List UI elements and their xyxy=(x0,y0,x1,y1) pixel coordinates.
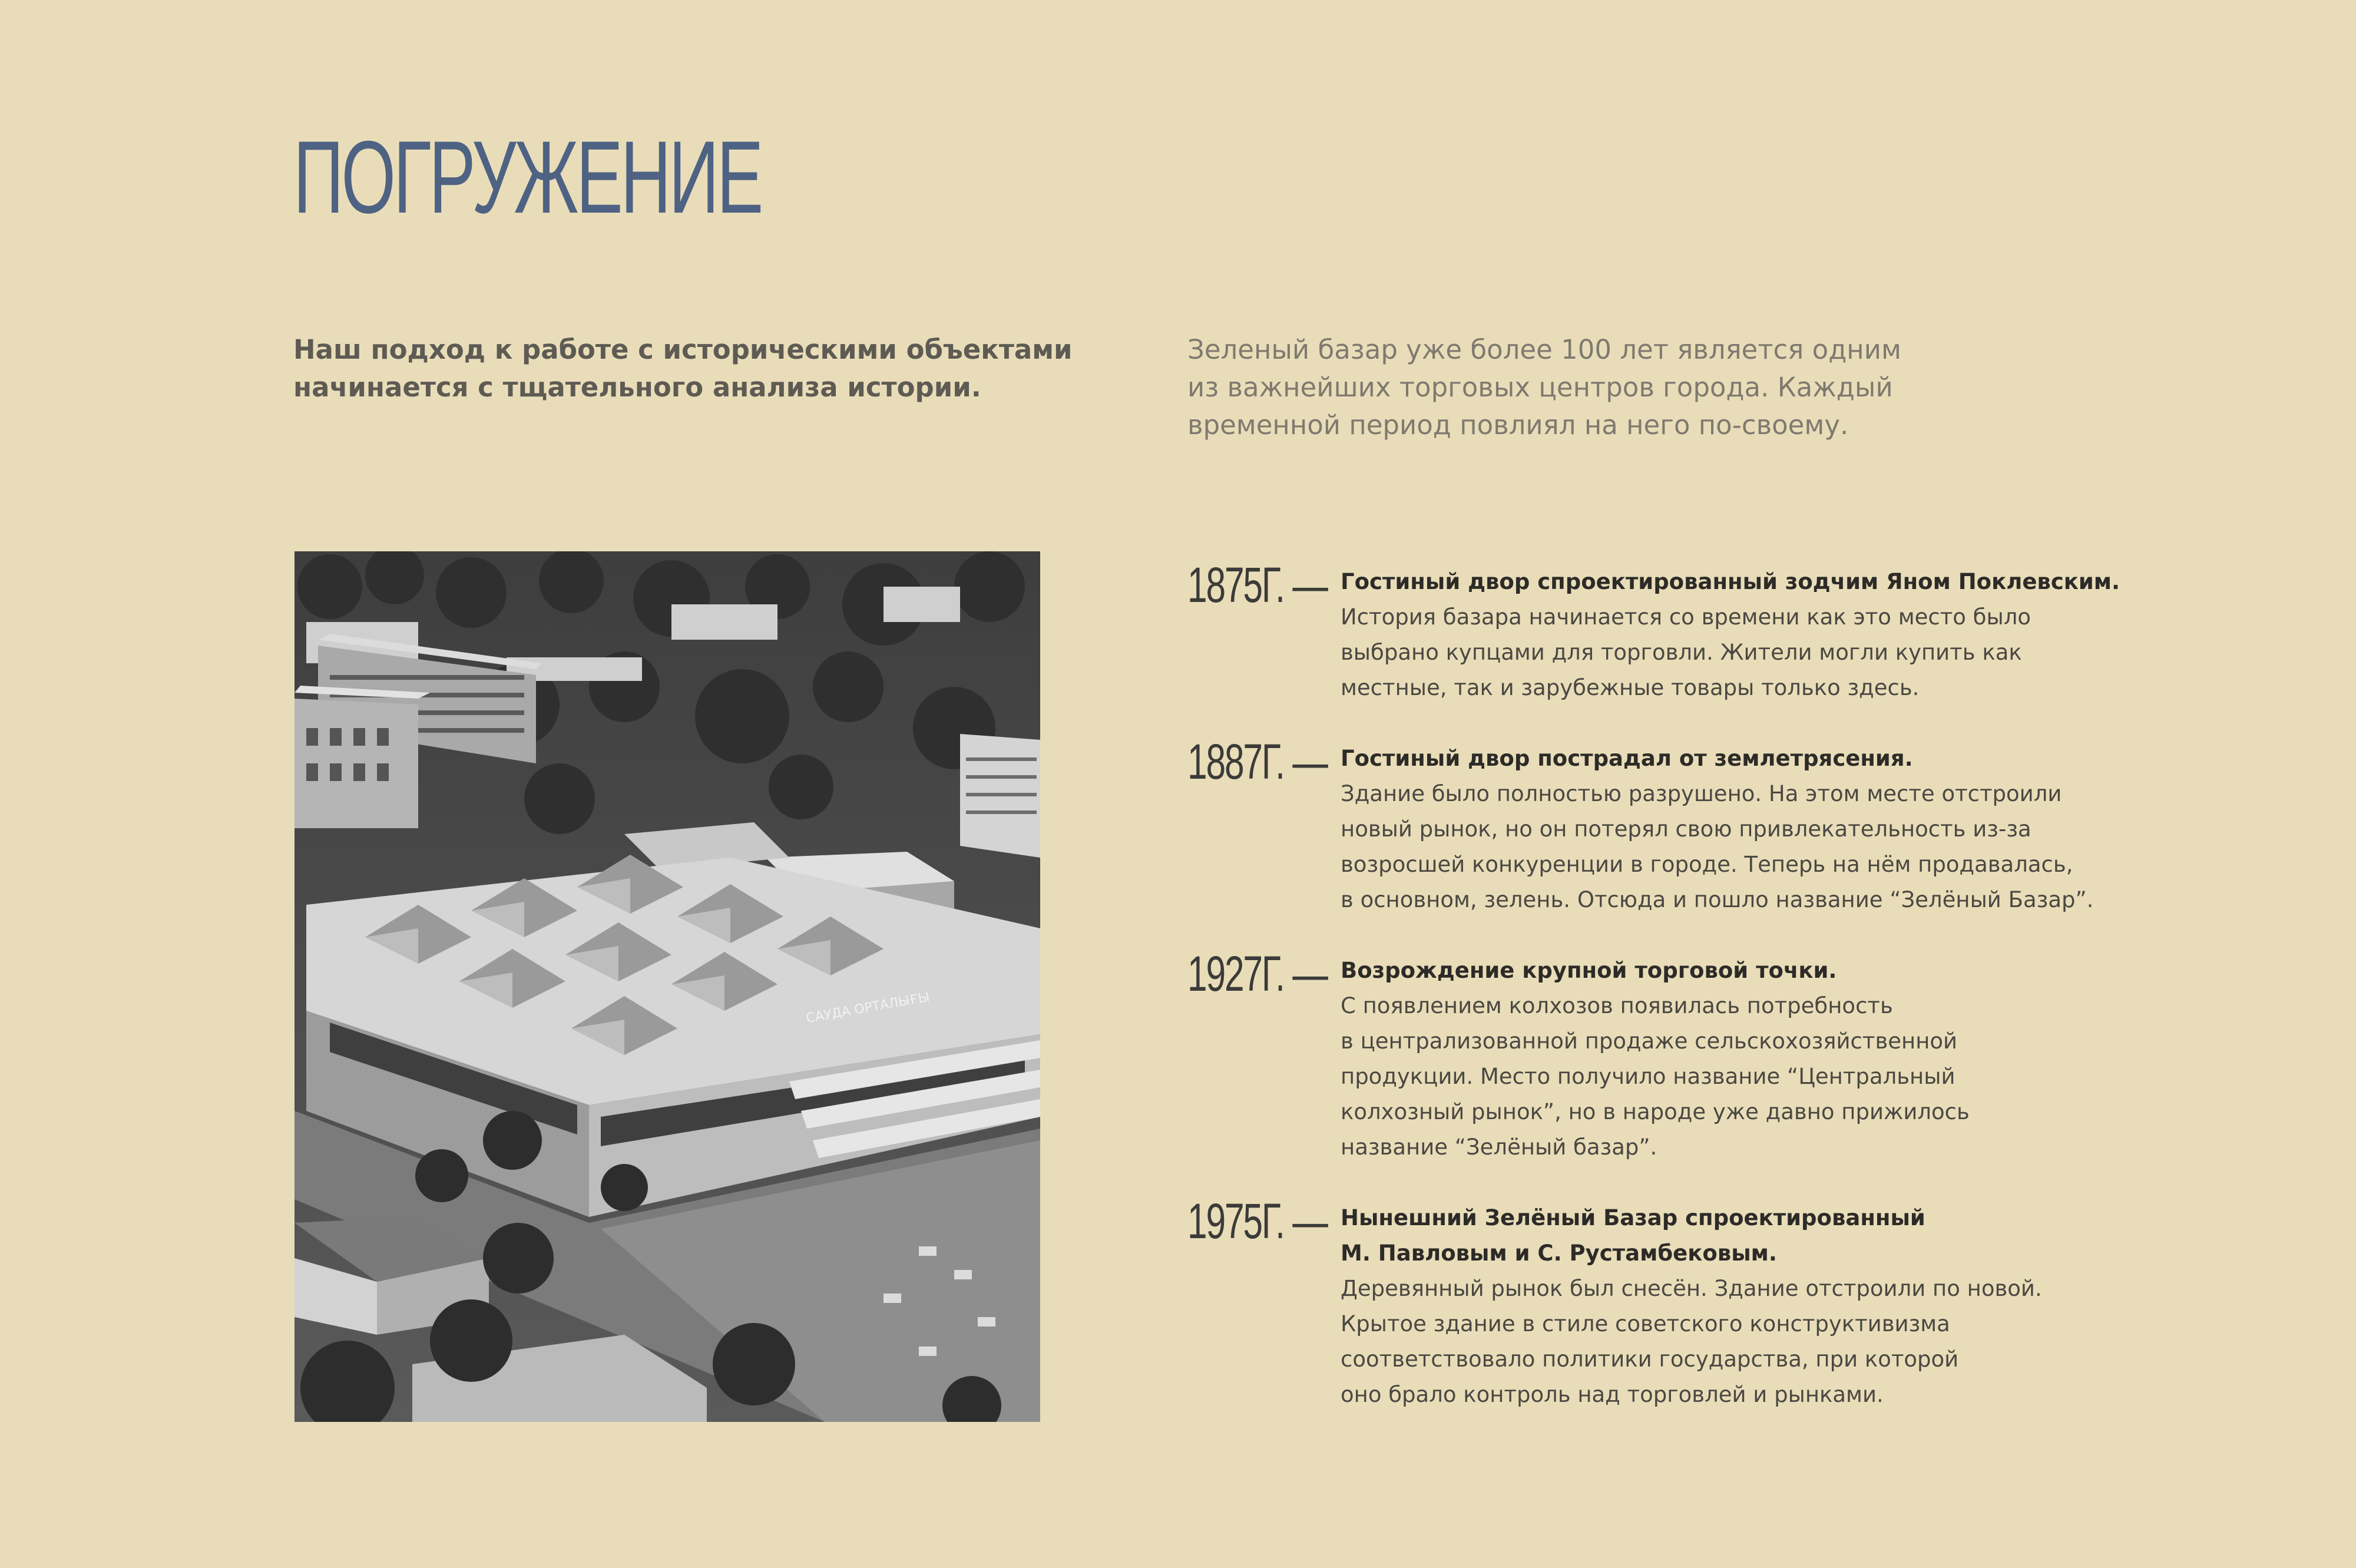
timeline-body-line: соответствовало политики государства, при которой xyxy=(1341,1347,1959,1372)
timeline-body-line: История базара начинается со времени как это место было xyxy=(1341,604,2031,630)
timeline-heading: Гостиный двор пострадал от землетрясения. xyxy=(1341,746,1913,771)
timeline-body-line: название “Зелёный базар”. xyxy=(1341,1134,1657,1160)
page-title: ПОГРУЖЕНИЕ xyxy=(293,120,762,235)
timeline-text xyxy=(1341,953,2124,1165)
timeline-year: 1975Г. — xyxy=(1187,1193,1327,1249)
timeline-body-line: в основном, зелень. Отсюда и пошло название “Зелёный Базар”. xyxy=(1341,887,2094,912)
photo-sign-text: САУДА ОРТАЛЫҒЫ xyxy=(805,990,931,1026)
intro-body-line: временной период повлиял на него по-своему. xyxy=(1187,409,1849,441)
aerial-photo-green-bazaar-icon xyxy=(294,551,1040,1422)
timeline-body-line: новый рынок, но он потерял свою привлекательность из-за xyxy=(1341,816,2031,842)
intro-body-line: из важнейших торговых центров города. Каждый xyxy=(1187,372,1893,403)
timeline-text xyxy=(1341,1200,2124,1412)
intro-lead-line: Наш подход к работе с историческими объектами xyxy=(293,334,1073,365)
timeline-body-line: в централизованной продаже сельскохозяйственной xyxy=(1341,1028,1958,1054)
aerial-photo xyxy=(294,551,1040,1422)
timeline-body-line: Деревянный рынок был снесён. Здание отстроили по новой. xyxy=(1341,1276,2042,1301)
timeline-year: 1875Г. — xyxy=(1187,557,1327,613)
timeline-year: 1927Г. — xyxy=(1187,946,1327,1001)
timeline-body-line: местные, так и зарубежные товары только здесь. xyxy=(1341,675,1920,700)
intro-lead-line: начинается с тщательного анализа истории. xyxy=(293,372,981,403)
timeline-body-line: С появлением колхозов появилась потребность xyxy=(1341,993,1893,1018)
timeline-body-line: оно брало контроль над торговлей и рынками. xyxy=(1341,1382,1884,1407)
timeline-text xyxy=(1341,741,2124,918)
timeline-heading: Возрождение крупной торговой точки. xyxy=(1341,958,1837,983)
timeline-body-line: Крытое здание в стиле советского конструктивизма xyxy=(1341,1311,1950,1337)
timeline-body-line: Здание было полностью разрушено. На этом месте отстроили xyxy=(1341,781,2062,806)
timeline-body-line: колхозный рынок”, но в народе уже давно прижилось xyxy=(1341,1099,1970,1124)
timeline-text xyxy=(1341,564,2124,706)
timeline-body-line: продукции. Место получило название “Центральный xyxy=(1341,1064,1955,1089)
timeline-body-line: возросшей конкуренции в городе. Теперь на нём продавалась, xyxy=(1341,852,2073,877)
intro-body xyxy=(1187,331,1953,444)
timeline-heading: Гостиный двор спроектированный зодчим Яном Поклевским. xyxy=(1341,569,2120,594)
timeline-body-line: выбрано купцами для торговли. Жители могли купить как xyxy=(1341,640,2022,665)
timeline-heading: Нынешний Зелёный Базар спроектированный xyxy=(1341,1205,1925,1230)
timeline-year: 1887Г. — xyxy=(1187,734,1327,789)
intro-body-line: Зеленый базар уже более 100 лет является одним xyxy=(1187,334,1901,365)
timeline-heading: М. Павловым и С. Рустамбековым. xyxy=(1341,1240,1777,1266)
intro-lead xyxy=(293,331,1073,406)
